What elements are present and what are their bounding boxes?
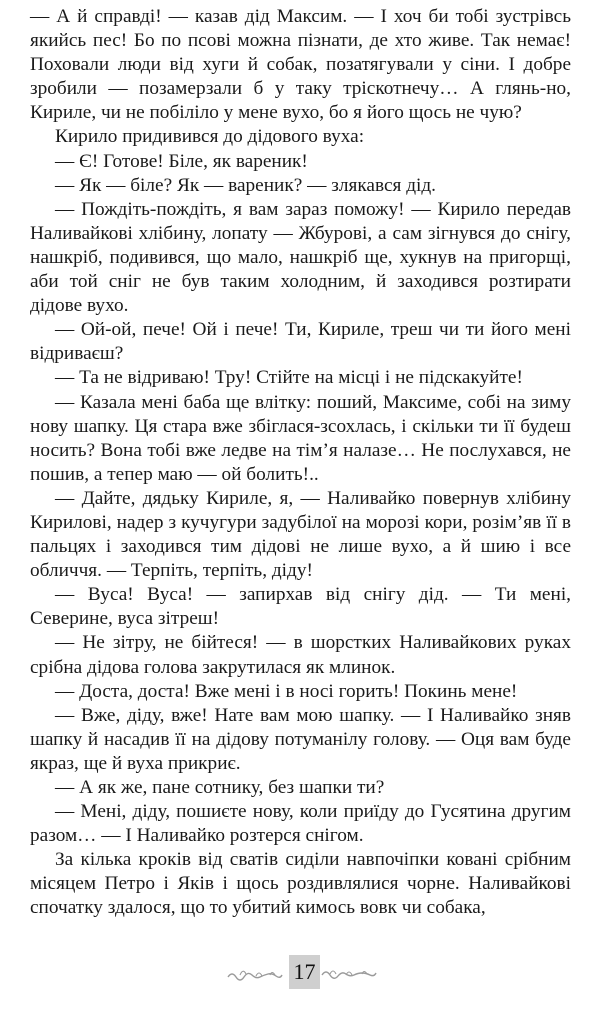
paragraph: — Як — біле? Як — вареник? — злякався дід.: [55, 174, 436, 196]
paragraph: — Мені, діду, пошиєте нову, коли приїду до Гусятина другим разом… — І Наливайко розтерся снігом.: [30, 801, 571, 847]
paragraph: — А й справді! — казав дід Максим. — І хоч би тобі зустрівсь якийсь пес! Бо по псові можна пізнати, де хто живе. Так немає! Поховали люди від хуги й собак, позатягували у сіни. І добре зробили — позамерзали б у таку тріскотнечу… А глянь-но, Кириле, чи не побіліло у мене вухо, бо я його щось не чую?: [30, 6, 571, 124]
paragraph: — Ой-ой, пече! Ой і пече! Ти, Кириле, треш чи ти його мені відриваєш?: [30, 319, 571, 365]
right-flourish-ornament: [320, 963, 380, 985]
left-flourish-ornament: [226, 963, 286, 985]
paragraph: За кілька кроків від сватів сиділи навпочіпки ковані срібним місяцем Петро і Яків і щось роздивлялися чорне. Наливайкові спочатку здалося, що то убитий кимось вовк чи собака,: [30, 849, 571, 919]
paragraph: — Є! Готове! Біле, як вареник!: [55, 150, 308, 172]
paragraph: — Вуса! Вуса! — запирхав від снігу дід. — Ти мені, Северине, вуса зітреш!: [30, 584, 571, 630]
paragraph: — Пождіть-пождіть, я вам зараз поможу! — Кирило передав Наливайкові хлібину, лопату — Жбурові, а сам зігнувся до снігу, нашкріб, подивився, що мало, нашкріб ще, хукнув на пригорщі, аби той сніг не був таким холодним, й заходився розтирати дідове вухо.: [30, 198, 571, 317]
page-number: 17: [293, 959, 316, 984]
paragraph: — Та не відриваю! Тру! Стійте на місці і не підскакуйте!: [55, 367, 523, 389]
page-footer: [0, 955, 602, 991]
paragraph: — А як же, пане сотнику, без шапки ти?: [55, 777, 385, 798]
paragraph: — Дайте, дядьку Кириле, я, — Наливайко повернув хлібину Кирилові, надер з кучугури задубілої на морозі кори, розім’яв її в пальцях і заходився тим дідові не лише вухо, а й шию і все обличчя. — Терпіть, терпіть, діду!: [30, 487, 571, 582]
paragraph: — Не зітру, не бійтеся! — в шорстких Наливайкових руках срібна дідова голова закрутилася як млинок.: [30, 632, 571, 678]
paragraph: — Доста, доста! Вже мені і в носі горить! Покинь мене!: [55, 680, 518, 702]
paragraph: — Казала мені баба ще влітку: поший, Максиме, собі на зиму нову шапку. Ця стара вже збіглася-зсохлась, і скільки ти її будеш носить? Вона тобі вже ледве на тім’я налазе… Не послухався, не пошив, а тепер маю — ой болить!..: [30, 391, 571, 485]
page-number-box: [289, 955, 320, 989]
body-text: [30, 5, 571, 921]
paragraph: Кирило придивився до дідового вуха:: [55, 126, 365, 148]
paragraph: — Вже, діду, вже! Нате вам мою шапку. — І Наливайко зняв шапку й насадив її на дідову потуманілу голову. — Оця вам буде якраз, ще й вуха прикриє.: [30, 704, 571, 774]
